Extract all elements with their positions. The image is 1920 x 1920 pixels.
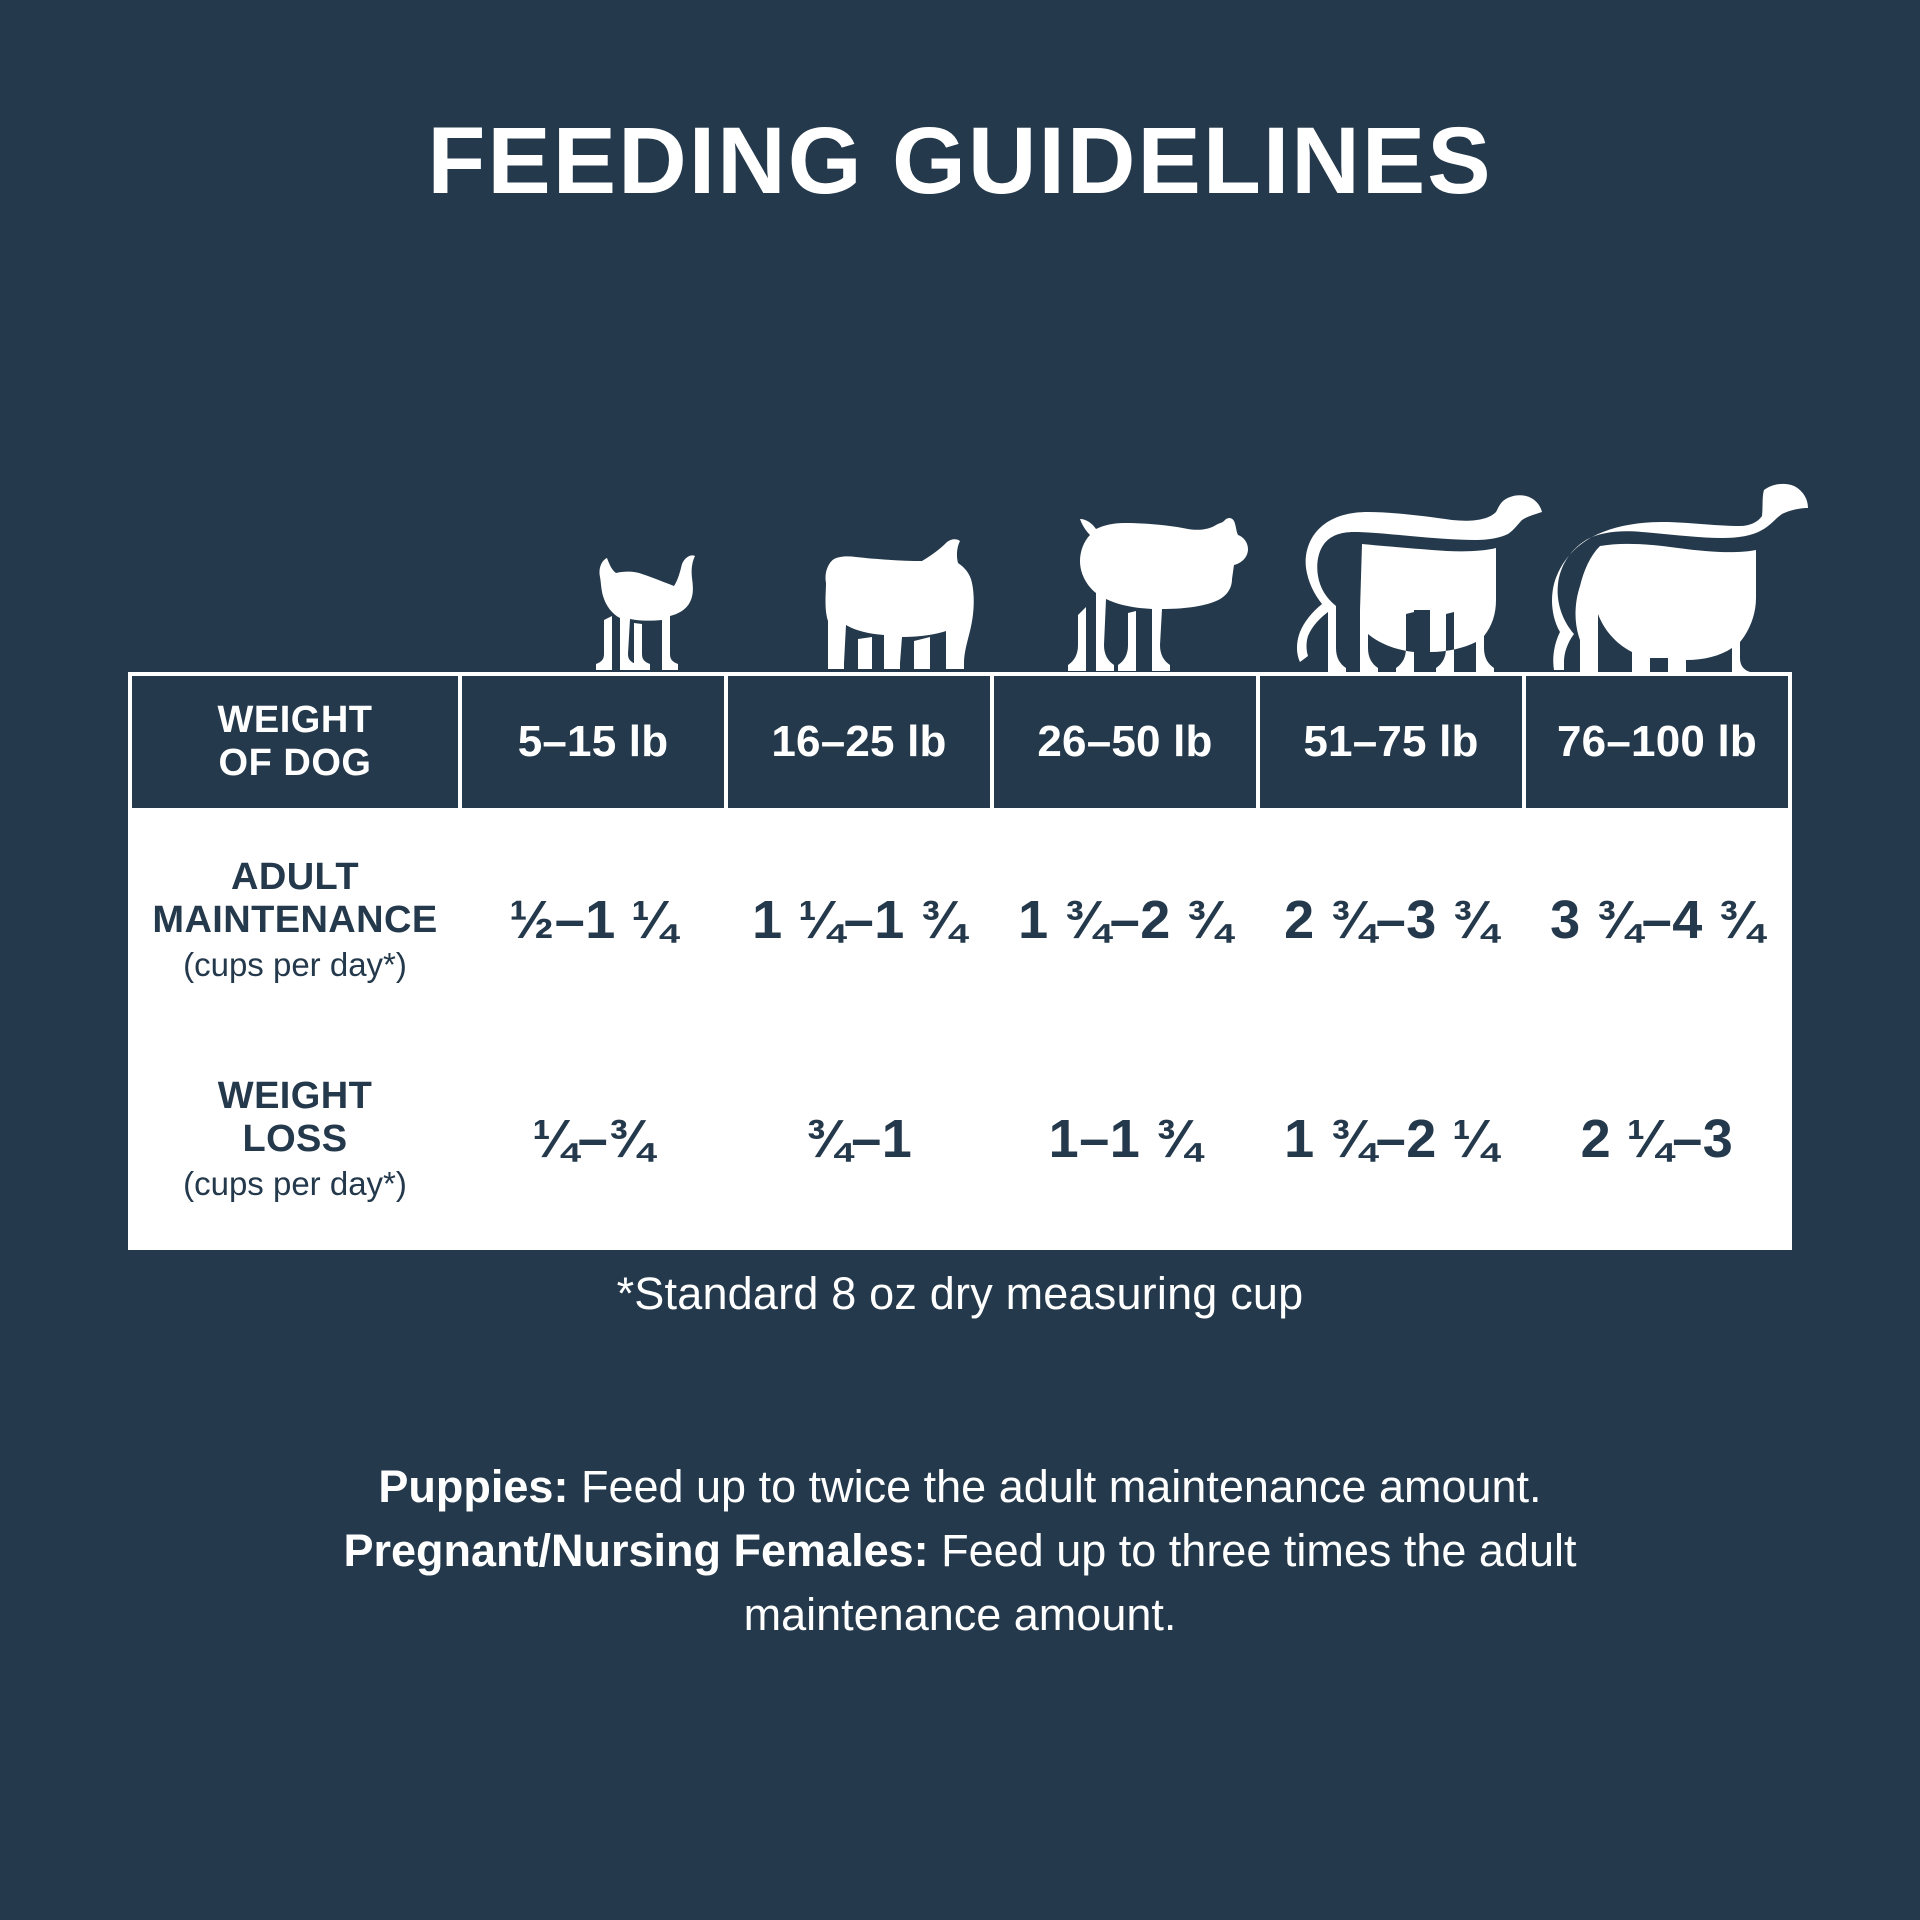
feeding-table [128,672,1792,1250]
column-header-1: 16–25 lb [726,674,992,810]
table-row-adult-maintenance [130,810,1790,1029]
cell-adult-3: 2 ¾–3 ¾ [1258,810,1524,1029]
table-header-row [130,674,1790,810]
cell-weightloss-1: ¾–1 [726,1029,992,1248]
page-title: FEEDING GUIDELINES [427,108,1493,214]
adult-label-sub: (cups per day*) [183,945,407,983]
column-header-2: 26–50 lb [992,674,1258,810]
weightloss-label-line2: LOSS [242,1118,348,1161]
note-puppies [230,1455,1690,1519]
cell-weightloss-3: 1 ¾–2 ¼ [1258,1029,1524,1248]
feeding-notes [230,1455,1690,1647]
adult-label-line2: MAINTENANCE [152,899,438,942]
row-label-adult-maintenance [130,810,460,1029]
dog-silhouette-small [778,455,1036,675]
column-header-3: 51–75 lb [1258,674,1524,810]
feeding-table-wrapper [128,672,1792,1250]
cell-adult-4: 3 ¾–4 ¾ [1524,810,1790,1029]
weight-of-dog-line2: OF DOG [218,742,372,784]
cell-weightloss-4: 2 ¼–3 [1524,1029,1790,1248]
note-pregnant [230,1519,1690,1647]
dog-silhouette-medium [1035,455,1293,675]
weightloss-label-line1: WEIGHT [217,1074,373,1117]
dog-silhouette-xsmall [520,455,778,675]
adult-label-line1: ADULT [231,855,359,898]
cell-adult-1: 1 ¼–1 ¾ [726,810,992,1029]
measuring-cup-footnote: *Standard 8 oz dry measuring cup [616,1268,1304,1319]
note-puppies-label: Puppies: [378,1461,569,1512]
weightloss-label-sub: (cups per day*) [183,1164,407,1202]
dog-silhouette-xlarge [1550,455,1810,675]
dog-silhouette-large [1293,455,1551,675]
cell-adult-2: 1 ¾–2 ¾ [992,810,1258,1029]
cell-adult-0: ½–1 ¼ [460,810,726,1029]
column-header-4: 76–100 lb [1524,674,1790,810]
dog-size-silhouettes [520,455,1810,675]
weight-of-dog-header [130,674,460,810]
column-header-0: 5–15 lb [460,674,726,810]
row-label-weight-loss [130,1029,460,1248]
weight-of-dog-line1: WEIGHT [217,699,373,742]
note-pregnant-label: Pregnant/Nursing Females: [343,1524,929,1576]
cell-weightloss-2: 1–1 ¾ [992,1029,1258,1248]
cell-weightloss-0: ¼–¾ [460,1029,726,1248]
note-puppies-text: Feed up to twice the adult maintenance amount. [568,1461,1542,1512]
table-row-weight-loss [130,1029,1790,1248]
note-pregnant-text: Feed up to three times the adult maintenance amount. [743,1524,1577,1640]
